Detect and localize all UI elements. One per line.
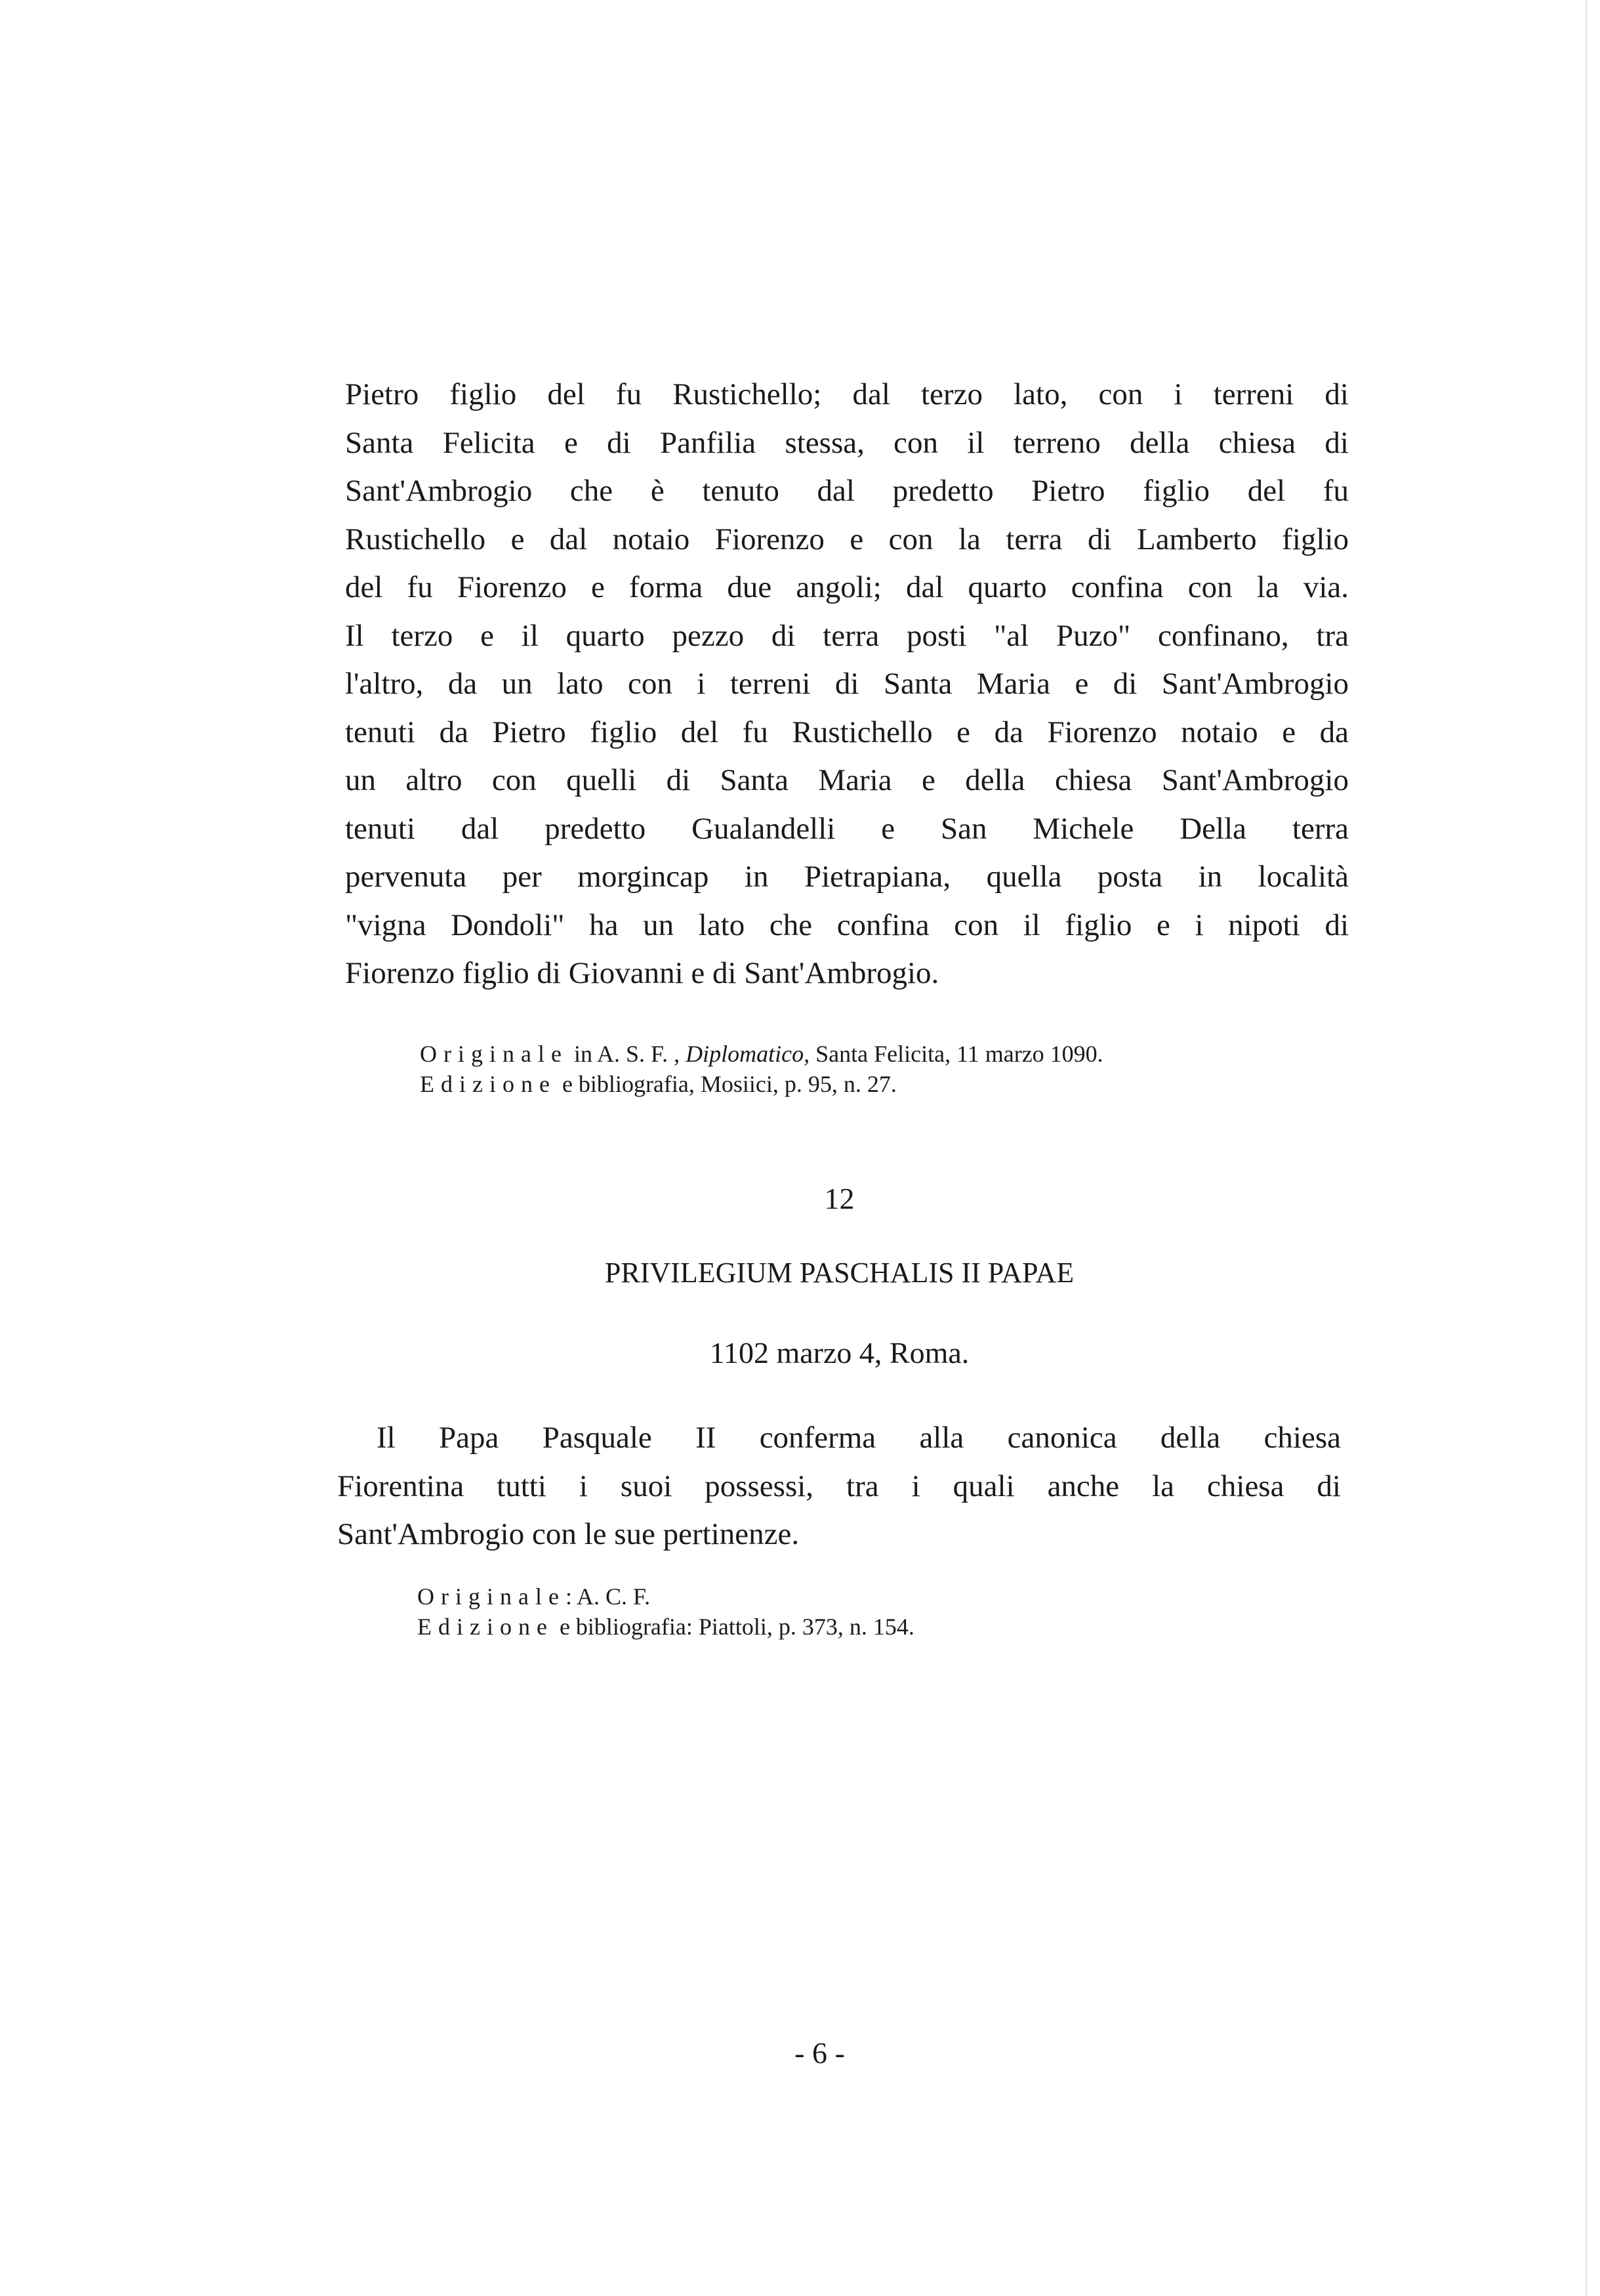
original-label: Originale <box>417 1583 565 1610</box>
archive-fund: Diplomatico, <box>686 1041 810 1067</box>
text-line: Santa Felicita e di Panfilia stessa, con il terreno della chiesa di <box>345 425 1349 460</box>
edition-reference: e bibliografia, Mosiici, p. 95, n. 27. <box>562 1071 897 1097</box>
text-line: tenuti dal predetto Gualandelli e San Michele Della terra <box>345 811 1349 846</box>
source-note <box>417 1581 914 1642</box>
text-line: del fu Fiorenzo e forma due angoli; dal quarto confina con la via. <box>345 570 1349 604</box>
edition-note <box>420 1069 1103 1099</box>
edition-note <box>417 1612 914 1642</box>
text-line: pervenuta per morgincap in Pietrapiana, quella posta in località <box>345 860 1349 894</box>
text-line: Rustichello e dal notaio Fiorenzo e con la terra di Lamberto figlio <box>345 522 1349 556</box>
text-line: Sant'Ambrogio che è tenuto dal predetto Pietro figlio del fu <box>345 474 1349 508</box>
text-line: l'altro, da un lato con i terreni di Santa Maria e di Sant'Ambrogio <box>345 667 1349 701</box>
edition-label: Edizione <box>420 1071 556 1097</box>
text-line: un altro con quelli di Santa Maria e della chiesa Sant'Ambrogio <box>345 763 1349 797</box>
text-line: Sant'Ambrogio con le sue pertinenze. <box>337 1517 800 1551</box>
original-note <box>417 1581 914 1612</box>
text-line: Fiorentina tutti i suoi possessi, tra i quali anche la chiesa di <box>337 1469 1341 1503</box>
text-line: Il Papa Pasquale II conferma alla canonica della chiesa <box>377 1421 1341 1455</box>
original-prefix: in A. S. F. , <box>573 1041 680 1067</box>
document-date: 1102 marzo 4, Roma. <box>709 1336 970 1369</box>
text-line: "vigna Dondoli" ha un lato che confina con il figlio e i nipoti di <box>345 908 1349 942</box>
text-line: Il terzo e il quarto pezzo di terra posti "al Puzo" confinano, tra <box>345 618 1349 653</box>
document-title: PRIVILEGIUM PASCHALIS II PAPAE <box>604 1257 1075 1289</box>
body-paragraph <box>345 371 1349 998</box>
document-summary <box>337 1414 1341 1559</box>
original-reference: Santa Felicita, 11 marzo 1090. <box>815 1041 1103 1067</box>
text-line: Pietro figlio del fu Rustichello; dal terzo lato, con i terreni di <box>345 377 1349 411</box>
original-note <box>420 1039 1103 1069</box>
source-note <box>420 1039 1103 1099</box>
original-reference: : A. C. F. <box>565 1583 651 1610</box>
text-line: Fiorenzo figlio di Giovanni e di Sant'Ambrogio. <box>345 956 939 990</box>
text-line: tenuti da Pietro figlio del fu Rustichello e da Fiorenzo notaio e da <box>345 715 1349 749</box>
document-number: 12 <box>824 1182 855 1215</box>
original-label: Originale <box>420 1041 568 1067</box>
edition-reference: e bibliografia: Piattoli, p. 373, n. 154. <box>559 1614 914 1640</box>
page-number: - 6 - <box>794 2036 845 2070</box>
page-edge <box>1586 0 1587 2296</box>
edition-label: Edizione <box>417 1614 554 1640</box>
